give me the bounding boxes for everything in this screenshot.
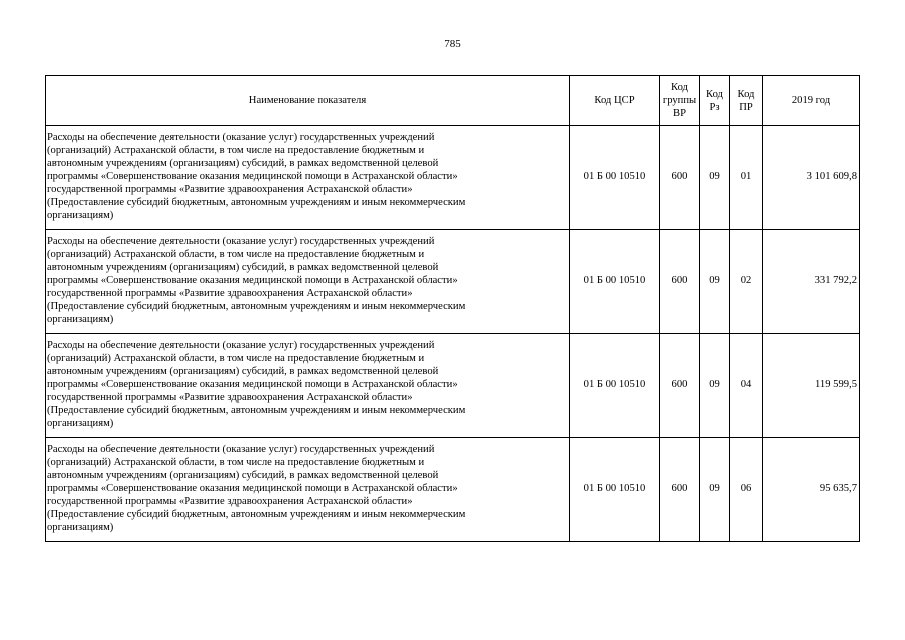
cell-name-line: автономным учреждениям (организациям) субсидий, в рамках ведомственной целевой [47,262,439,274]
cell-name-line: государственной программы «Развитие здравоохранения Астраханской области» [47,495,413,507]
page-number: 785 [444,38,461,50]
cell-name-line: Расходы на обеспечение деятельности (оказание услуг) государственных учреждений [47,132,435,144]
cell-amount: 95 635,7 [763,438,860,542]
cell-csr: 01 Б 00 10510 [570,334,660,438]
cell-name-line: автономным учреждениям (организациям) субсидий, в рамках ведомственной целевой [47,470,439,482]
cell-name-line: (Предоставление субсидий бюджетным, автономным учреждениям и иным некоммерческим [47,300,466,312]
cell-name-line: автономным учреждениям (организациям) субсидий, в рамках ведомственной целевой [47,158,439,170]
cell-name [46,126,570,230]
cell-name [46,230,570,334]
table-header-row [46,76,860,126]
cell-rz: 09 [700,334,730,438]
cell-vr: 600 [660,438,700,542]
header-pr: Код ПР [730,76,763,126]
cell-pr: 01 [730,126,763,230]
cell-csr: 01 Б 00 10510 [570,438,660,542]
cell-name-line: программы «Совершенствование оказания медицинской помощи в Астраханской области» [47,171,458,183]
header-vr: Код группы ВР [660,76,700,126]
cell-vr: 600 [660,126,700,230]
cell-name-line: (Предоставление субсидий бюджетным, автономным учреждениям и иным некоммерческим [47,508,466,520]
cell-name-line: организациям) [47,209,114,221]
cell-name-line: организациям) [47,313,114,325]
cell-vr: 600 [660,334,700,438]
cell-name-line: организациям) [47,521,114,533]
cell-pr: 04 [730,334,763,438]
cell-name-line: государственной программы «Развитие здравоохранения Астраханской области» [47,183,413,195]
table-row [46,334,860,438]
cell-pr: 06 [730,438,763,542]
cell-name-line: (организаций) Астраханской области, в том числе на предоставление бюджетным и [47,457,425,469]
cell-rz: 09 [700,230,730,334]
cell-name-line: Расходы на обеспечение деятельности (оказание услуг) государственных учреждений [47,236,435,248]
header-rz: Код Рз [700,76,730,126]
cell-name-line: организациям) [47,417,114,429]
cell-name-line: программы «Совершенствование оказания медицинской помощи в Астраханской области» [47,483,458,495]
cell-name-line: Расходы на обеспечение деятельности (оказание услуг) государственных учреждений [47,444,435,456]
table-row [46,230,860,334]
cell-name-line: программы «Совершенствование оказания медицинской помощи в Астраханской области» [47,275,458,287]
cell-rz: 09 [700,438,730,542]
cell-amount: 119 599,5 [763,334,860,438]
cell-name-line: программы «Совершенствование оказания медицинской помощи в Астраханской области» [47,379,458,391]
cell-amount: 3 101 609,8 [763,126,860,230]
cell-csr: 01 Б 00 10510 [570,230,660,334]
table-row [46,438,860,542]
cell-name-line: (организаций) Астраханской области, в том числе на предоставление бюджетным и [47,249,425,261]
cell-vr: 600 [660,230,700,334]
cell-name-line: (организаций) Астраханской области, в том числе на предоставление бюджетным и [47,353,425,365]
table-row [46,126,860,230]
budget-table [45,75,860,542]
cell-csr: 01 Б 00 10510 [570,126,660,230]
cell-name-line: автономным учреждениям (организациям) субсидий, в рамках ведомственной целевой [47,366,439,378]
cell-pr: 02 [730,230,763,334]
cell-rz: 09 [700,126,730,230]
cell-name-line: (Предоставление субсидий бюджетным, автономным учреждениям и иным некоммерческим [47,404,466,416]
header-name: Наименование показателя [46,76,570,126]
cell-name [46,438,570,542]
cell-name-line: государственной программы «Развитие здравоохранения Астраханской области» [47,287,413,299]
cell-name-line: (организаций) Астраханской области, в том числе на предоставление бюджетным и [47,145,425,157]
cell-name-line: (Предоставление субсидий бюджетным, автономным учреждениям и иным некоммерческим [47,196,466,208]
cell-name [46,334,570,438]
cell-amount: 331 792,2 [763,230,860,334]
cell-name-line: Расходы на обеспечение деятельности (оказание услуг) государственных учреждений [47,340,435,352]
header-csr: Код ЦСР [570,76,660,126]
header-year: 2019 год [763,76,860,126]
cell-name-line: государственной программы «Развитие здравоохранения Астраханской области» [47,391,413,403]
